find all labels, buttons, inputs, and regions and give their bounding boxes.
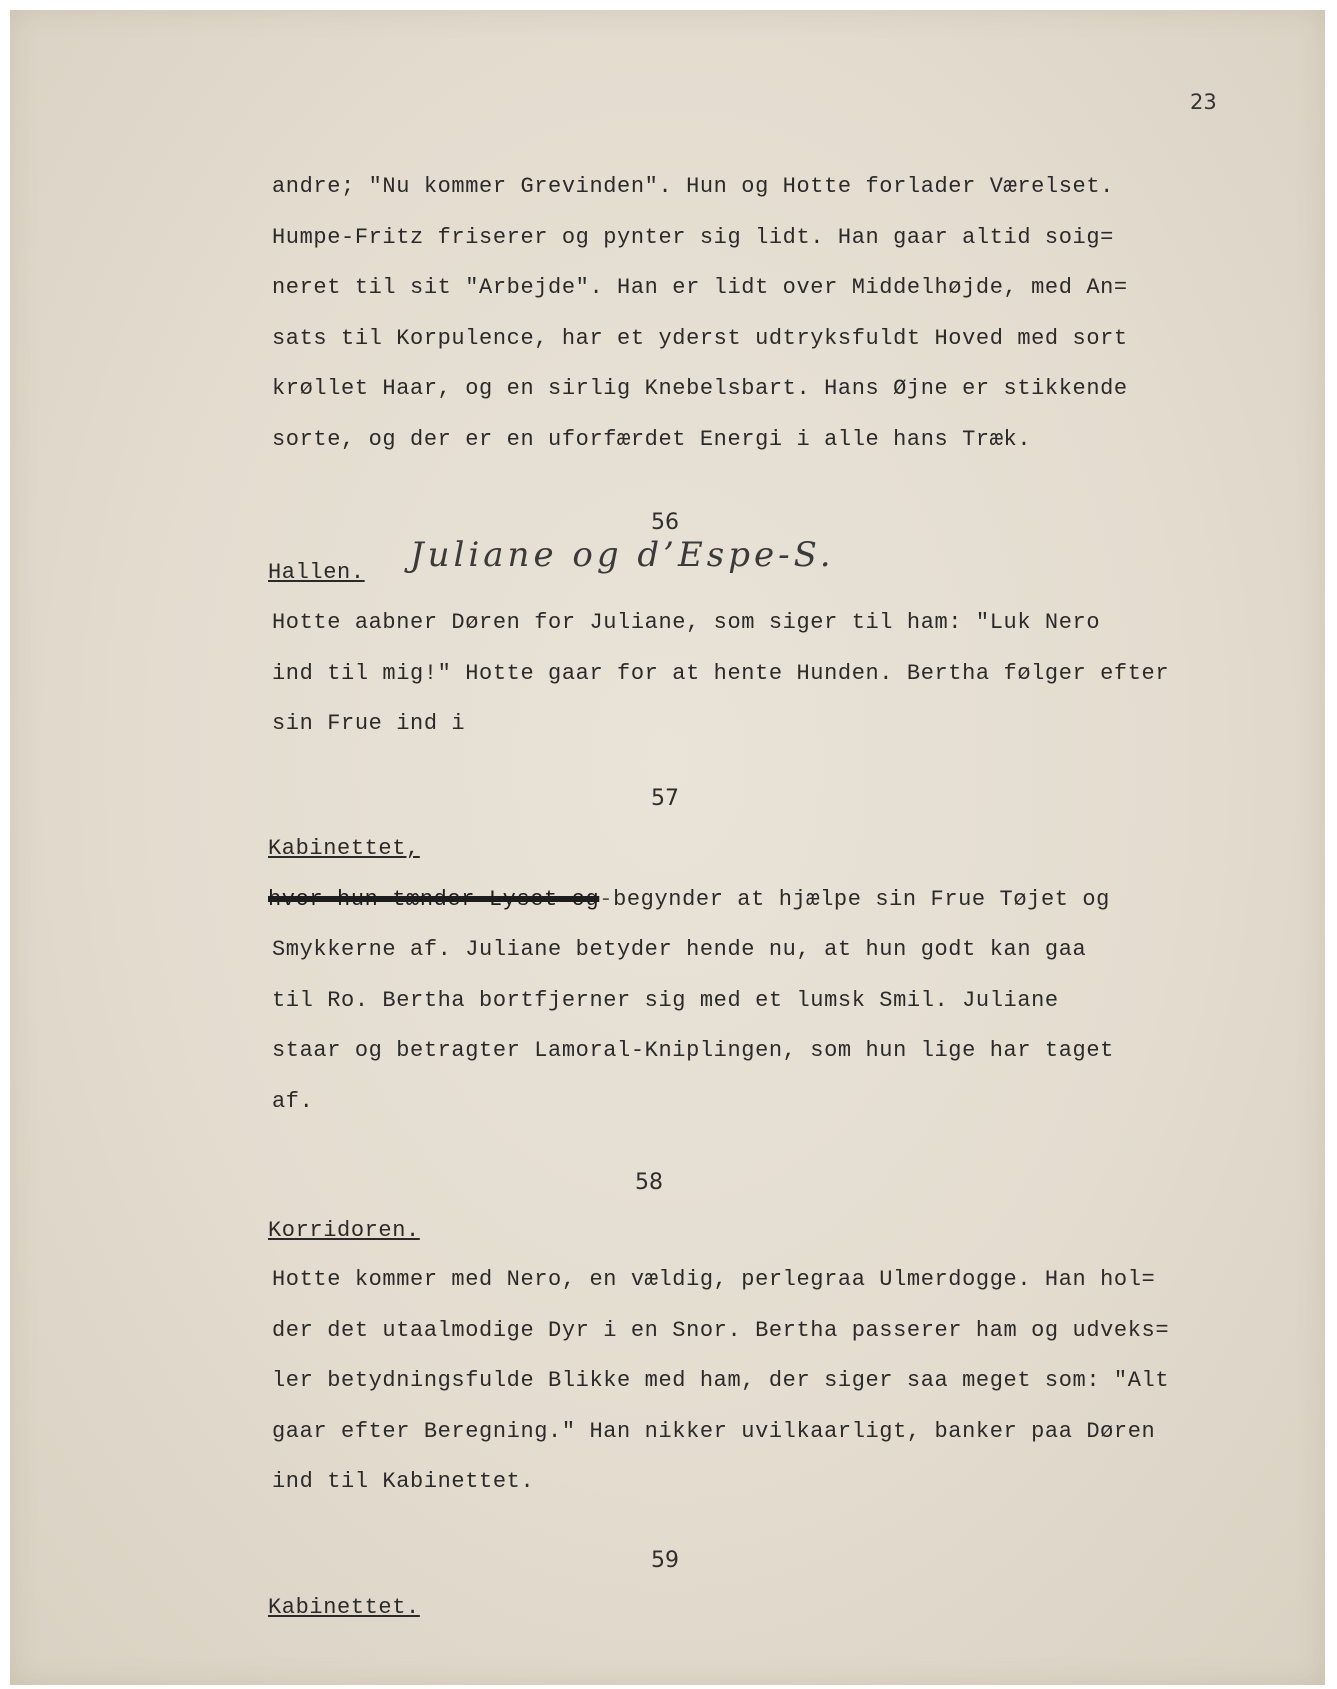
struck-out-text: hvor hun tænder Lyset og (268, 887, 600, 912)
paragraph-intro: andre; "Nu kommer Grevinden". Hun og Hotte forlader Værelset. Humpe-Fritz friserer og pynter sig lidt. Han gaar altid soig= neret til sit "Arbejde". Han er lidt over Middelhøjde, med An= sats til Korpulence, har et yderst udtryksfuldt Hoved med sort krøllet Haar, og en sirlig Knebelsbart. Hans Øjne er stikkende sorte, og der er en uforfærdet Energi i alle hans Træk. (272, 174, 1128, 452)
scene-number-58: 58 (635, 1170, 663, 1195)
scene-58-text: Hotte kommer med Nero, en vældig, perlegraa Ulmerdogge. Han hol= der det utaalmodige Dyr i en Snor. Bertha passerer ham og udveks= ler betydningsfulde Blikke med ham, der siger saa meget som: "Alt gaar efter Beregning." Han nikker uvilkaarligt, banker paa Døren ind til Kabinettet. (272, 1267, 1170, 1494)
scene-number-59: 59 (651, 1548, 679, 1573)
scene-56-text: Hotte aabner Døren for Juliane, som siger til ham: "Luk Nero ind til mig!" Hotte gaar for at hente Hunden. Bertha følger efter sin Frue ind i (272, 610, 1170, 736)
scene-location-kabinettet: Kabinettet, (268, 836, 420, 861)
scene-location-kabinettet-2: Kabinettet. (268, 1595, 420, 1620)
scene-57-first-line-rest: begynder at hjælpe sin Frue Tøjet og (613, 887, 1110, 912)
scene-57-text: Smykkerne af. Juliane betyder hende nu, at hun godt kan gaa til Ro. Bertha bortfjerner sig med et lumsk Smil. Juliane staar og betragter Lamoral-Kniplingen, som hun lige har taget af. (272, 937, 1114, 1114)
page-number: 23 (1190, 90, 1217, 114)
scene-location-korridoren: Korridoren. (268, 1218, 420, 1243)
scene-location-hallen: Hallen. (268, 560, 365, 585)
typewritten-page (10, 10, 1325, 1685)
scene-number-57: 57 (651, 786, 679, 811)
scene-57-first-line: hvor hun tænder Lyset og-begynder at hjælpe sin Frue Tøjet og (268, 887, 1110, 912)
scene-number-56: 56 (651, 510, 679, 535)
handwritten-annotation: Juliane og d’Espe-S. (410, 535, 835, 575)
